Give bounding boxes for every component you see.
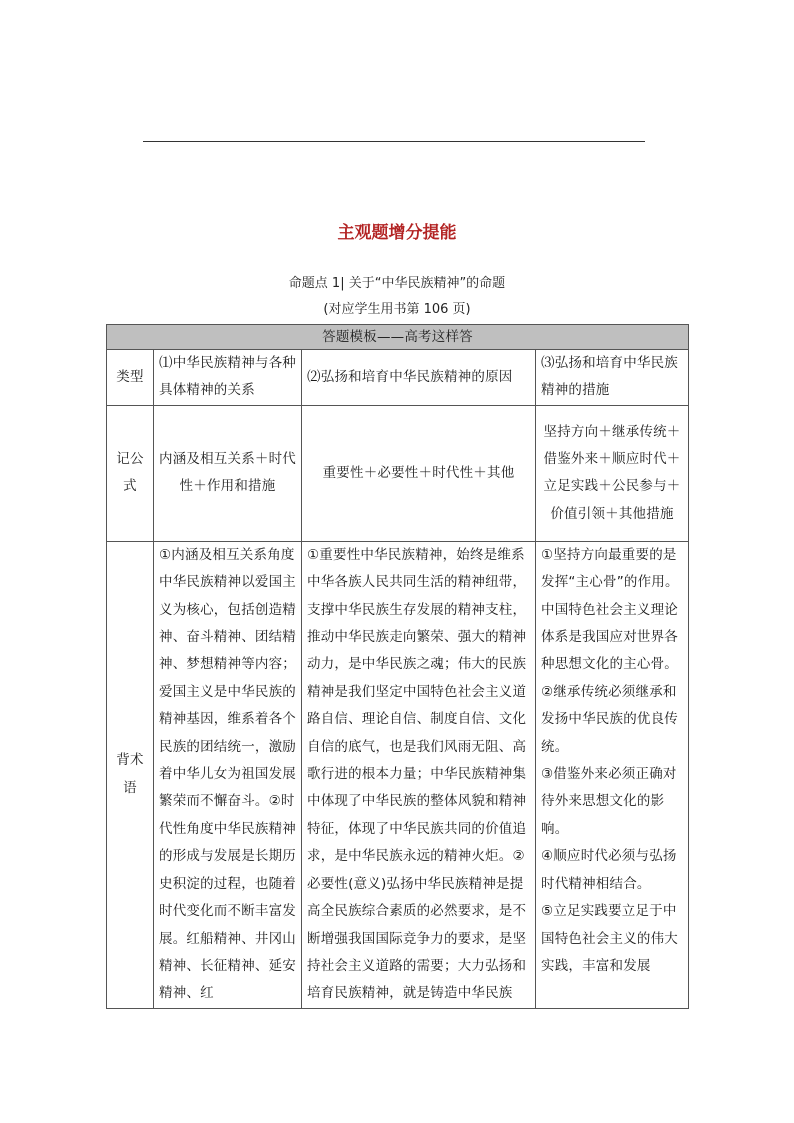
measure-item: ②继承传统必须继承和发扬中华民族的优良传统。: [541, 683, 678, 755]
measure-item: ③借鉴外来必须正确对待外来思想文化的影响。: [541, 766, 677, 837]
recite-cell-1: ①内涵及相互关系角度中华民族精神以爱国主义为核心，包括创造精神、奋斗精神、团结精神、梦想精神等内容；爱国主义是中华民族的精神基因，维系着各个民族的团结统一，激励着中华儿女为祖国发展繁荣而不懈奋斗。②时代性角度中华民族精神的形成与发展是长期历史积淀的过程，也随着时代变化而不断丰富发展。红船精神、井冈山精神、长征精神、延安精神、红: [154, 541, 302, 1008]
row-label-formula: 记公式: [107, 405, 154, 541]
measure-item: ①坚持方向最重要的是发挥“主心骨”的作用。中国特色社会主义理论体系是我国应对世界各种思想文化的主心骨。: [541, 546, 679, 673]
table-banner-row: [107, 325, 689, 350]
header-rule: [143, 141, 645, 142]
table-row-recite: [107, 541, 689, 1008]
recite-cell-3: [536, 541, 689, 1008]
row-label-recite: 背术语: [107, 541, 154, 1008]
measure-item: ⑤立足实践要立足于中国特色社会主义的伟大实践，丰富和发展: [541, 903, 678, 974]
type-cell-3: ⑶弘扬和培育中华民族精神的措施: [536, 350, 689, 406]
table-row-formula: [107, 405, 689, 541]
formula-cell-2: 重要性＋必要性＋时代性＋其他: [302, 405, 536, 541]
recite-cell-2: ①重要性中华民族精神，始终是维系中华各族人民共同生活的精神纽带，支撑中华民族生存发展的精神支柱，推动中华民族走向繁荣、强大的精神动力，是中华民族之魂；伟大的民族精神是我们坚定中国特色社会主义道路自信、理论自信、制度自信、文化自信的底气，也是我们风雨无阻、高歌行进的根本力量；中华民族精神集中体现了中华民族的整体风貌和精神特征，体现了中华民族共同的价值追求，是中华民族永远的精神火炬。②必要性(意义)弘扬中华民族精神是提高全民族综合素质的必然要求，是不断增强我国国际竞争力的要求，是坚持社会主义道路的需要；大力弘扬和培育民族精神，就是铸造中华民族: [302, 541, 536, 1008]
row-label-type: 类型: [107, 350, 154, 406]
table-row-type: [107, 350, 689, 406]
subheading: 命题点 1| 关于“中华民族精神”的命题: [288, 276, 506, 291]
measure-item: ④顺应时代必须与弘扬时代精神相结合。: [541, 848, 677, 892]
type-cell-1: ⑴中华民族精神与各种具体精神的关系: [154, 350, 302, 406]
type-cell-2: ⑵弘扬和培育中华民族精神的原因: [302, 350, 536, 406]
section-title: 主观题增分提能: [337, 223, 457, 243]
page-reference: (对应学生用书第 106 页): [323, 302, 471, 317]
answer-template-table: [106, 324, 689, 1009]
formula-cell-3: 坚持方向＋继承传统＋借鉴外来＋顺应时代＋立足实践＋公民参与＋价值引领＋其他措施: [536, 405, 689, 541]
table-banner: 答题模板——高考这样答: [107, 325, 689, 350]
formula-cell-1: 内涵及相互关系＋时代性＋作用和措施: [154, 405, 302, 541]
